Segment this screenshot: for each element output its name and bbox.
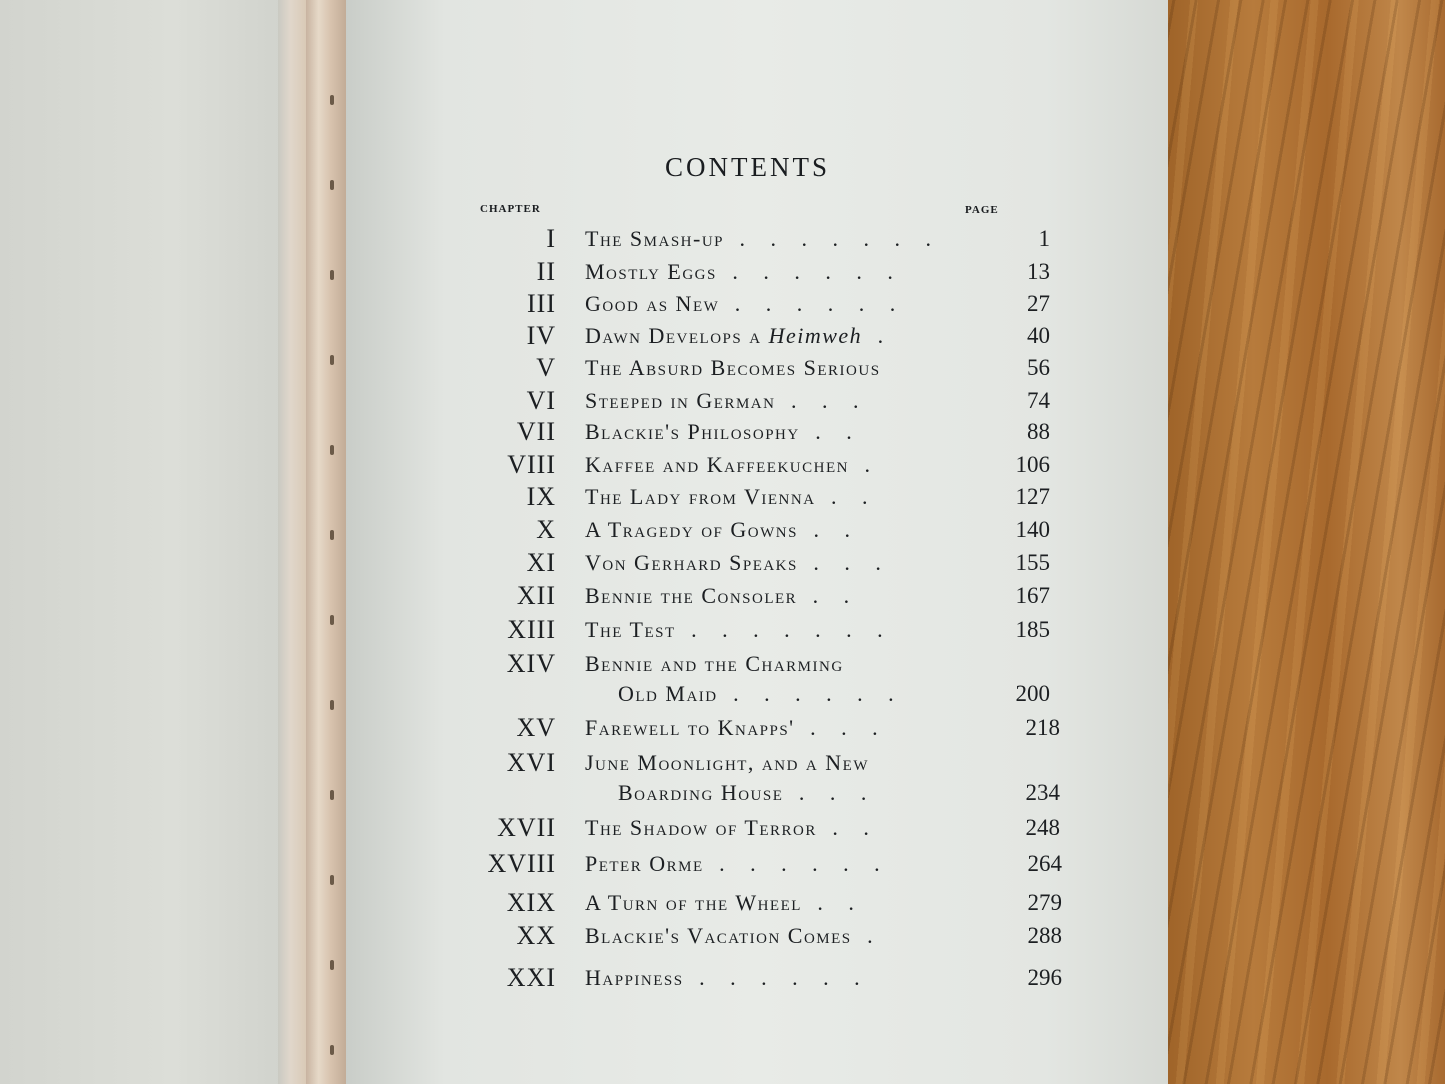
chapter-title-text: Dawn Develops a — [585, 323, 769, 348]
contents-heading: CONTENTS — [665, 152, 830, 182]
chapter-number: III — [527, 289, 556, 318]
spine-stitch — [330, 95, 334, 105]
chapter-title — [585, 848, 890, 880]
chapter-title — [585, 449, 880, 481]
chapter-title-text: Kaffee and Kaffeekuchen — [585, 452, 849, 477]
leader-dots: . — [862, 323, 894, 348]
chapter-title-text: The Lady from Vienna — [585, 484, 816, 509]
leader-dots: . . . . . . — [683, 965, 870, 990]
toc-entry — [460, 352, 1080, 386]
page-number: 88 — [1027, 419, 1050, 444]
chapter-title-text: Bennie and the Charming — [585, 651, 844, 676]
page-edge — [278, 0, 308, 1084]
chapter-title — [585, 962, 870, 994]
chapter-number: VI — [526, 386, 556, 415]
chapter-number: IX — [526, 482, 556, 511]
toc-entry — [460, 256, 1080, 290]
page-number: 279 — [1027, 890, 1062, 915]
left-page — [0, 0, 290, 1084]
chapter-title — [585, 352, 881, 384]
spine-stitch — [330, 270, 334, 280]
chapter-column-label: CHAPTER — [480, 203, 541, 215]
spine-stitch — [330, 1045, 334, 1055]
spine-stitch — [330, 180, 334, 190]
spine-stitch — [330, 960, 334, 970]
chapter-title — [585, 580, 859, 612]
toc-entry — [460, 648, 1080, 714]
chapter-number: VIII — [507, 450, 556, 479]
chapter-number: I — [546, 224, 556, 253]
chapter-number: V — [536, 353, 556, 382]
chapter-number: XIV — [506, 649, 556, 678]
toc-entry — [460, 812, 1080, 846]
page-number: 248 — [1025, 815, 1060, 840]
chapter-title-text: The Absurd Becomes Serious — [585, 355, 881, 380]
chapter-number: X — [536, 515, 556, 544]
leader-dots: . . . — [783, 780, 877, 805]
chapter-title-text: Steeped in German — [585, 388, 776, 413]
leader-dots: . — [851, 923, 883, 948]
page-number: 185 — [1015, 617, 1050, 642]
toc-entry — [460, 481, 1080, 515]
chapter-title-text: The Test — [585, 617, 676, 642]
leader-dots: . . . . . . . — [724, 226, 942, 251]
chapter-number: XIX — [506, 888, 556, 917]
chapter-title — [585, 514, 860, 546]
leader-dots: . . — [801, 890, 864, 915]
chapter-number: XX — [516, 921, 556, 950]
chapter-title — [585, 481, 878, 513]
leader-dots: . . . — [797, 550, 891, 575]
leader-dots: . — [848, 452, 880, 477]
spine-stitch — [330, 790, 334, 800]
chapter-title — [585, 712, 888, 744]
page-number: 40 — [1027, 323, 1050, 348]
book-spine — [306, 0, 348, 1084]
leader-dots: . . — [797, 517, 860, 542]
chapter-title-continued — [618, 678, 904, 710]
page-number: 234 — [1025, 780, 1060, 805]
toc-entry — [460, 288, 1080, 322]
leader-dots: . . . . . . — [716, 259, 903, 284]
chapter-title-text: Bennie the Consoler — [585, 583, 798, 608]
chapter-title-text: Blackie's Vacation Comes — [585, 923, 852, 948]
chapter-title-text: Mostly Eggs — [585, 259, 717, 284]
spine-stitch — [330, 355, 334, 365]
page-number: 155 — [1015, 550, 1050, 575]
toc-entry — [460, 449, 1080, 483]
chapter-title — [585, 416, 862, 448]
chapter-title-continued — [618, 777, 876, 809]
page-number: 264 — [1027, 851, 1062, 876]
chapter-title-text: June Moonlight, and a New — [585, 750, 869, 775]
chapter-number: XVI — [506, 748, 556, 777]
chapter-number: XIII — [507, 615, 556, 644]
page-number: 1 — [1038, 226, 1050, 251]
leader-dots: . . . . . . . — [675, 617, 893, 642]
page-number: 106 — [1015, 452, 1050, 477]
chapter-number: XII — [516, 581, 556, 610]
chapter-number: XXI — [506, 963, 556, 992]
chapter-title — [585, 320, 893, 352]
chapter-title-text: A Turn of the Wheel — [585, 890, 802, 915]
chapter-title — [585, 547, 891, 579]
toc-entry — [460, 962, 1080, 996]
chapter-number: II — [536, 257, 556, 286]
toc-entry — [460, 614, 1080, 648]
chapter-title — [585, 648, 844, 680]
chapter-number: VII — [516, 417, 556, 446]
page-number: 74 — [1027, 388, 1050, 413]
toc-entry — [460, 547, 1080, 581]
spine-stitch — [330, 530, 334, 540]
spine-stitch — [330, 615, 334, 625]
chapter-title — [585, 223, 941, 255]
chapter-number: IV — [526, 321, 556, 350]
leader-dots: . . . . . . — [703, 851, 890, 876]
page-column-label: PAGE — [965, 204, 999, 216]
page-number: 200 — [1015, 681, 1050, 706]
chapter-title — [585, 614, 893, 646]
leader-dots: . . — [799, 419, 862, 444]
toc-entry — [460, 223, 1080, 257]
page-number: 296 — [1027, 965, 1062, 990]
toc-entry — [460, 848, 1080, 882]
page-number: 167 — [1015, 583, 1050, 608]
toc-entry — [460, 416, 1080, 450]
toc-entry — [460, 320, 1080, 354]
chapter-title-text: The Smash-up — [585, 226, 725, 251]
chapter-title-text: Good as New — [585, 291, 720, 316]
chapter-title-text: Peter Orme — [585, 851, 704, 876]
toc-entry — [460, 385, 1080, 419]
toc-entry — [460, 712, 1080, 746]
page-number: 27 — [1027, 291, 1050, 316]
chapter-title — [585, 920, 883, 952]
chapter-title-text: Farewell to Knapps' — [585, 715, 795, 740]
chapter-title — [585, 812, 879, 844]
leader-dots: . . . — [794, 715, 888, 740]
chapter-title-text: Happiness — [585, 965, 684, 990]
toc-entry — [460, 747, 1080, 813]
toc-entry — [460, 580, 1080, 614]
chapter-number: XVII — [497, 813, 556, 842]
wooden-table — [1150, 0, 1445, 1084]
page-number: 127 — [1015, 484, 1050, 509]
chapter-title — [585, 256, 903, 288]
chapter-number: XI — [526, 548, 556, 577]
toc-entry — [460, 887, 1080, 921]
leader-dots: . . . . . . — [719, 291, 906, 316]
page-number: 218 — [1025, 715, 1060, 740]
leader-dots: . . — [797, 583, 860, 608]
chapter-title-text: Blackie's Philosophy — [585, 419, 800, 444]
spine-stitch — [330, 875, 334, 885]
toc-entry — [460, 514, 1080, 548]
page-number: 56 — [1027, 355, 1050, 380]
chapter-title — [585, 887, 864, 919]
leader-dots: . . . . . . — [717, 681, 904, 706]
chapter-title-text: Von Gerhard Speaks — [585, 550, 798, 575]
chapter-number: XVIII — [487, 849, 556, 878]
chapter-title — [585, 288, 905, 320]
spine-stitch — [330, 700, 334, 710]
chapter-title-text: The Shadow of Terror — [585, 815, 817, 840]
page-number: 288 — [1027, 923, 1062, 948]
leader-dots: . . — [816, 815, 879, 840]
chapter-title-text: A Tragedy of Gowns — [585, 517, 798, 542]
chapter-title-line2: Old Maid — [618, 681, 718, 706]
chapter-title — [585, 385, 868, 417]
page-number: 140 — [1015, 517, 1050, 542]
toc-entry — [460, 920, 1080, 954]
leader-dots: . . — [815, 484, 878, 509]
spine-stitch — [330, 445, 334, 455]
chapter-title-italic: Heimweh — [768, 323, 863, 348]
page-number: 13 — [1027, 259, 1050, 284]
chapter-title — [585, 747, 869, 779]
chapter-title-line2: Boarding House — [618, 780, 784, 805]
chapter-number: XV — [516, 713, 556, 742]
leader-dots: . . . — [775, 388, 869, 413]
